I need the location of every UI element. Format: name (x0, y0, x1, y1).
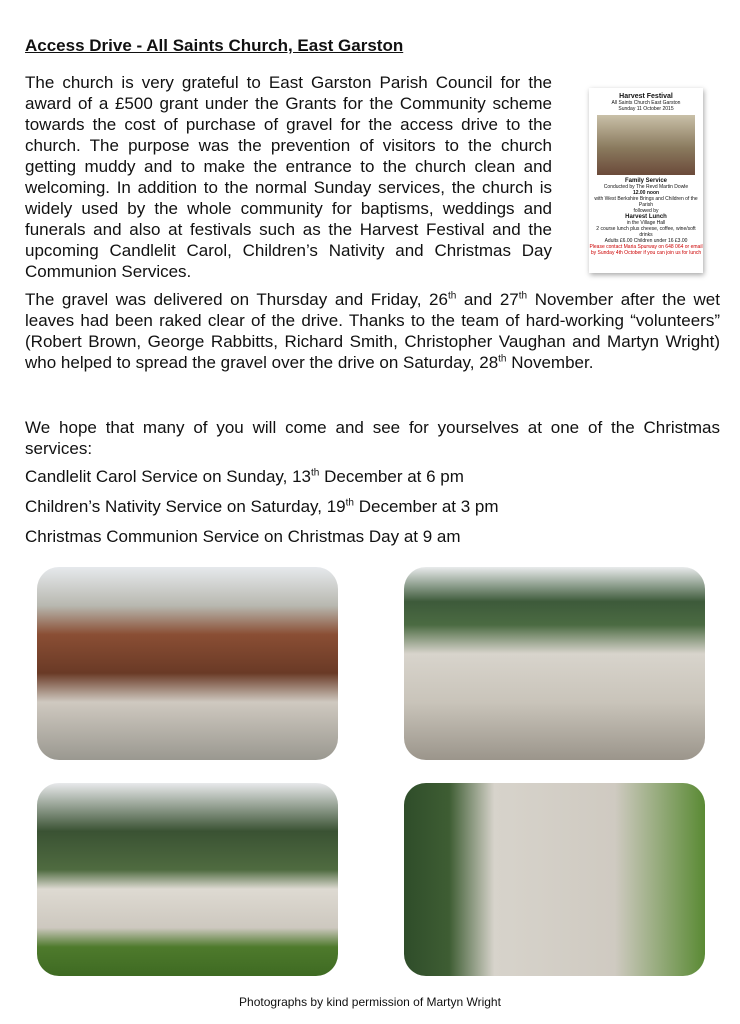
page-title: Access Drive - All Saints Church, East Garston (25, 36, 404, 55)
photo-drive-entrance (37, 567, 338, 760)
photo-gravel-circle (37, 783, 338, 976)
service-line: Christmas Communion Service on Christmas Day at 9 am (25, 527, 461, 546)
poster-service: Family Service (624, 178, 668, 184)
poster-prices: Adults £6.00 Children under 16 £3.00 (604, 238, 688, 244)
poster-conducted: Conducted by The Revd Martin Dowle (603, 184, 689, 190)
poster-time: 12.00 noon (632, 190, 660, 196)
intro-paragraph: The church is very grateful to East Garston Parish Council for the award of a £500 grant under the Grants for the Community scheme towards the cost of purchase of gravel for the access drive to the church. The purpose was the prevention of visitors to the church getting muddy and to make the entrance to the church clean and welcoming. In addition to the normal Sunday services, the church is widely used by the whole community for baptisms, weddings and funerals and also at festivals such as the Harvest Festival and the upcoming Candlelit Carol, Children’s Nativity and Christmas Day Communion Services. (25, 73, 552, 281)
gravel-paragraph: The gravel was delivered on Thursday and Friday, 26th and 27th November after the wet leaves had been raked clear of the drive. Thanks to the team of hard-working “volunteers” (Robert Brown, George Rabbitts, Richard Smith, Christopher Vaughan and Martyn Wright) who helped to spread the gravel over the drive on Saturday, 28th November. (25, 290, 720, 372)
poster-venue: in the Village Hall (626, 220, 666, 226)
poster-church: All Saints Church East Garston (611, 100, 681, 106)
poster-title: Harvest Festival (619, 93, 673, 100)
service-line: Children’s Nativity Service on Saturday, 19th December at 3 pm (25, 497, 499, 516)
poster-date: Sunday 11 October 2015 (618, 106, 674, 112)
poster-followed: followed by (633, 208, 659, 214)
harvest-festival-poster (589, 88, 703, 273)
photo-drive-fork (404, 567, 705, 760)
poster-lunch: Harvest Lunch (625, 214, 667, 220)
photo-gravel-path-tree (404, 783, 705, 976)
poster-with: with West Berkshire Brings and Children of the Parish (594, 196, 698, 208)
poster-contact: Please contact Maria Spurway on 648 064 or email by Sunday 4th October if you can join us for lunch (589, 244, 703, 256)
poster-altar-image (597, 115, 695, 175)
invitation-paragraph: We hope that many of you will come and see for yourselves at one of the Christmas services: (25, 418, 720, 458)
photo-caption: Photographs by kind permission of Martyn Wright (239, 995, 501, 1009)
service-line: Candlelit Carol Service on Sunday, 13th December at 6 pm (25, 467, 464, 486)
poster-menu: 2 course lunch plus cheese, coffee, wine/soft drinks (596, 226, 696, 238)
